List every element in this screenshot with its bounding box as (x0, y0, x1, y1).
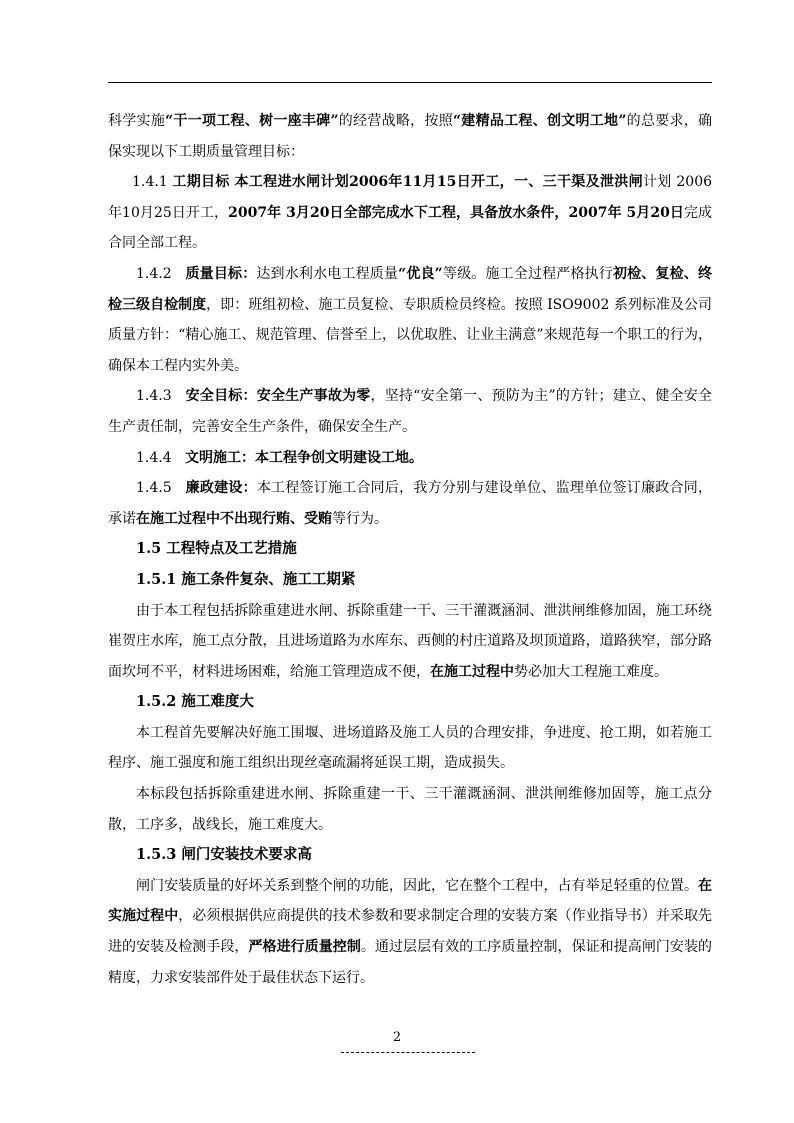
section-1-5-3-paragraph: 闸门安装质量的好坏关系到整个闸的功能，因此，它在整个工程中，占有举足轻重的位置。在实施过程中，必须根据供应商提供的技术参数和要求制定合理的安装方案（作业指导书）并采取先进的安装及检测手段，严格进行质量控制。通过层层有效的工序质量控制，保证和提高闸门安装的精度，力求安装部件处于最佳状态下运行。 (108, 877, 713, 986)
header-rule (108, 82, 712, 83)
section-1-5-2-paragraph-a: 本工程首先要解决好施工围堰、进场道路及施工人员的合理安排，争进度、抢工期，如若施工程序、施工强度和施工组织出现丝毫疏漏将延误工期，造成损失。 (108, 724, 712, 772)
section-1-4-4-paragraph: 1.4.4 文明施工：本工程争创文明建设工地。 (136, 449, 423, 466)
section-1-4-3-paragraph: 1.4.3 安全目标：安全生产事故为零，坚持“安全第一、预防为主”的方针；建立、健全安全生产责任制，完善安全生产条件，确保安全生产。 (108, 388, 713, 435)
heading-1-5-1: 1.5.1 施工条件复杂、施工工期紧 (136, 570, 356, 588)
intro-paragraph: 科学实施“干一项工程、树一座丰碑”的经营战略，按照“建精品工程、创文明工地”的总要求，确保实现以下工期质量管理目标： (108, 113, 713, 160)
section-1-4-5-paragraph: 1.4.5 廉政建设：本工程签订施工合同后，我方分别与建设单位、监理单位签订廉政合同，承诺在施工过程中不出现行贿、受贿等行为。 (108, 480, 712, 527)
heading-1-5-2: 1.5.2 施工难度大 (136, 693, 254, 711)
heading-1-5-3: 1.5.3 闸门安装技术要求高 (136, 846, 312, 864)
section-1-5-2-paragraph-b: 本标段包括拆除重建进水闸、拆除重建一干、三干灌溉涵洞、泄洪闸维修加固等，施工点分散，工序多，战线长，施工难度大。 (108, 786, 712, 833)
document-body (108, 106, 712, 993)
section-1-5-1-paragraph: 由于本工程包括拆除重建进水闸、拆除重建一干、三干灌溉涵洞、泄洪闸维修加固，施工环绕崔贺庄水库，施工点分散，且进场道路为水库东、西侧的村庄道路及坝顶道路，道路狭窄，部分路面坎坷不平，材料进场困难，给施工管理造成不便，在施工过程中势必加大工程施工难度。 (108, 602, 712, 680)
section-1-4-2-paragraph: 1.4.2 质量目标：达到水利水电工程质量“优良”等级。施工全过程严格执行初检、复检、终检三级自检制度，即：班组初检、施工员复检、专职质检员终检。按照 ISO9002 系列标准及公司质量方针：“精心施工、规范管理、信誉至上，以优取胜、让业主满意”来规范每一个职工的行为，确保本工程内实外美。 (108, 265, 713, 374)
heading-1-5: 1.5 工程特点及工艺措施 (136, 540, 297, 558)
section-1-4-1-paragraph: 1.4.1 工期目标 本工程进水闸计划2006年11月15日开工，一、三干渠及泄洪闸计划 2006年10月25日开工，2007年 3月20日全部完成水下工程，具备放水条件，2007年 5月20日完成合同全部工程。 (108, 174, 713, 252)
page-number: 2 (392, 1030, 402, 1045)
footer-rule (341, 1052, 475, 1053)
